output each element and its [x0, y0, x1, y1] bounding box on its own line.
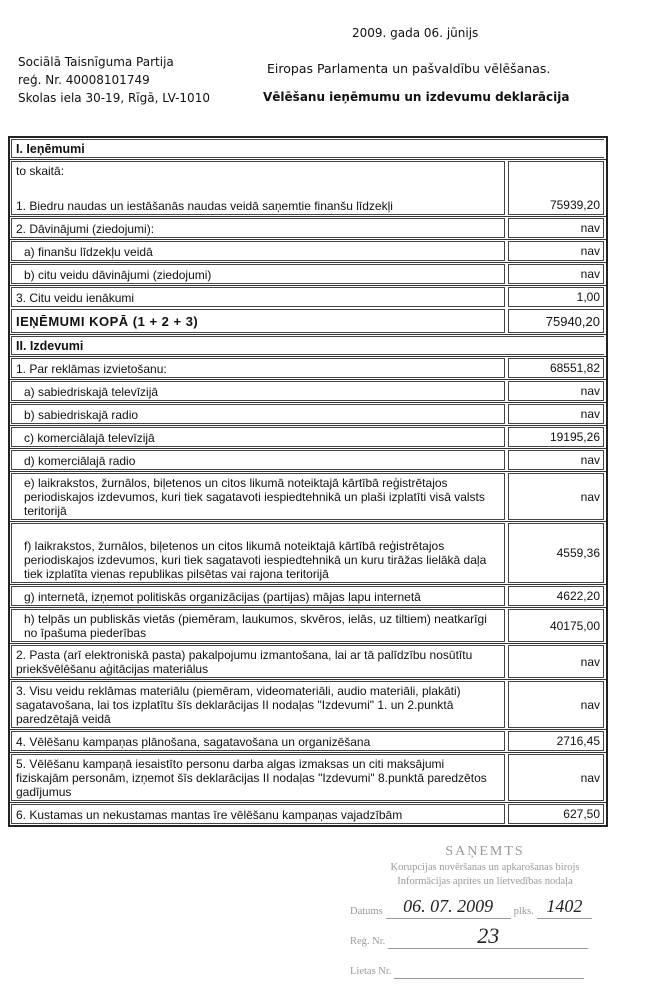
- row-value: 75940,20: [508, 309, 604, 333]
- stamp-case-label: Lietas Nr.: [350, 966, 392, 977]
- row-value: 19195,26: [508, 427, 604, 447]
- table-row: [10, 522, 606, 585]
- row-label-text: a) sabiedriskajā televīzijā: [24, 385, 159, 399]
- row-value: nav: [508, 264, 604, 284]
- org-name: Sociālā Taisnīguma Partija: [18, 55, 174, 69]
- row-value: nav: [508, 473, 604, 520]
- income-total-row: [10, 308, 606, 335]
- section-title: II. Izdevumi: [11, 336, 604, 355]
- table-row: [10, 753, 606, 803]
- handwritten-time: 1402: [546, 896, 583, 916]
- row-label-text: 4. Vēlēšanu kampaņas plānošana, sagatavošana un organizēšana: [16, 735, 371, 749]
- row-label-text: 3. Visu veidu reklāmas materiālu (piemēram, videomateriāli, audio materiāli, plakāti) sagatavošana, lai tos izplatītu šīs deklarācijas II nodaļas "Izdevumi" 1. un 2.punktā paredzētajā veidā: [16, 684, 461, 726]
- row-label: [11, 358, 505, 378]
- row-label: [11, 381, 505, 401]
- table-row: [10, 803, 606, 825]
- row-label: [11, 731, 505, 751]
- row-value: nav: [508, 681, 604, 728]
- organization-block: [18, 53, 210, 107]
- row-value: nav: [508, 754, 604, 801]
- row-label-text: 2. Dāvinājumi (ziedojumi):: [16, 222, 155, 236]
- section-expenses: [10, 335, 606, 357]
- row-label-text: 1. Par reklāmas izvietošanu:: [16, 362, 167, 376]
- document-title: Vēlēšanu ieņēmumu un izdevumu deklarācija: [263, 90, 570, 104]
- row-value: nav: [508, 404, 604, 424]
- handwritten-date: 06. 07. 2009: [403, 896, 494, 916]
- row-value: 68551,82: [508, 358, 604, 378]
- row-value: 40175,00: [508, 609, 604, 642]
- row-label-text: b) sabiedriskajā radio: [24, 408, 139, 422]
- row-label: [11, 473, 505, 520]
- section-income: [10, 138, 606, 160]
- row-label: [11, 218, 505, 238]
- row-label: [11, 804, 505, 824]
- row-value: nav: [508, 218, 604, 238]
- table-row: [10, 449, 606, 472]
- table-row: [10, 240, 606, 263]
- row-label: [11, 427, 505, 447]
- row-label-text: e) laikrakstos, žurnālos, biļetenos un citos likumā noteiktajā kārtībā reģistrētajos periodiskajos izdevumos, kuri tiek sagatavoti iespiedtehnikā un plaši izplatīti visā valsts teritorijā: [24, 476, 485, 518]
- declaration-table: [8, 136, 608, 827]
- row-label: [11, 161, 505, 215]
- row-value: nav: [508, 381, 604, 401]
- stamp-line1: Korupcijas novēršanas un apkarošanas birojs: [390, 862, 580, 873]
- table-row: [10, 286, 606, 308]
- document-date: 2009. gada 06. jūnijs: [352, 26, 479, 40]
- row-value: 4622,20: [508, 586, 604, 606]
- row-label: [11, 241, 505, 261]
- table-row: [10, 217, 606, 240]
- row-value: 627,50: [508, 804, 604, 824]
- row-label-text: d) komerciālajā radio: [24, 454, 136, 468]
- row-label-text: h) telpās un publiskās vietās (piemēram, laukumos, skvēros, ielās, uz tiltiem) neatkarīgi no īpašuma piederības: [24, 612, 487, 640]
- received-stamp: [350, 843, 620, 979]
- table-row: [10, 403, 606, 426]
- stamp-reg-line: [350, 921, 620, 949]
- table-row: [10, 730, 606, 753]
- table-row: [10, 680, 606, 730]
- row-label-text: c) komerciālajā televīzijā: [24, 431, 155, 445]
- stamp-line2: Informācijas aprites un lietvedības nodaļa: [397, 876, 573, 887]
- row-value: nav: [508, 645, 604, 678]
- row-label-text: 3. Citu veidu ienākumi: [16, 291, 135, 305]
- stamp-reg-label: Reģ. Nr.: [350, 936, 386, 947]
- table-row: [10, 585, 606, 608]
- org-reg-number: reģ. Nr. 40008101749: [18, 73, 150, 87]
- row-label-text: 1. Biedru naudas un iestāšanās naudas veidā saņemtie finanšu līdzekļi: [16, 199, 393, 213]
- table-row: [10, 644, 606, 680]
- row-label-text: g) internetā, izņemot politiskās organizācijas (partijas) mājas lapu internetā: [24, 590, 421, 604]
- row-label: [11, 264, 505, 284]
- row-label: [11, 523, 505, 583]
- row-value: 75939,20: [508, 161, 604, 215]
- table-row: [10, 380, 606, 403]
- row-label: IEŅĒMUMI KOPĀ (1 + 2 + 3): [11, 309, 505, 333]
- row-label-text: to skaitā:: [16, 164, 65, 178]
- row-label: [11, 645, 505, 678]
- row-value: nav: [508, 241, 604, 261]
- election-name: Eiropas Parlamenta un pašvaldību vēlēšanas.: [267, 61, 551, 76]
- table-row: [10, 472, 606, 522]
- table-row: [10, 608, 606, 644]
- row-label-text: f) laikrakstos, žurnālos, biļetenos un citos likumā noteiktajā kārtībā reģistrētajos periodiskajos izdevumos, kuri tiek sagatavoti iespiedtehnikā un kuru tirāžas lielākā daļa tiek izplatīta vienas republikas pilsētas vai rajona teritorijā: [24, 539, 487, 581]
- section-title: I. Ieņēmumi: [11, 139, 604, 158]
- table-row: [10, 357, 606, 380]
- stamp-title: SAŅEMTS: [445, 844, 525, 859]
- row-label: [11, 287, 505, 307]
- row-label: [11, 404, 505, 424]
- row-label: [11, 450, 505, 470]
- row-label: [11, 586, 505, 606]
- row-label-text: a) finanšu līdzekļu veidā: [24, 245, 153, 259]
- table-row: [10, 426, 606, 449]
- row-label-text: 5. Vēlēšanu kampaņā iesaistīto personu darba algas izmaksas un citi maksājumi fiziskajām personām, izņemot šīs deklarācijas II nodaļas "Izdevumi" 8.punktā paredzētos gadījumus: [16, 757, 487, 799]
- stamp-case-line: [350, 951, 620, 979]
- row-label-text: 6. Kustamas un nekustamas mantas īre vēlēšanu kampaņas vajadzībām: [16, 808, 403, 822]
- table-row: [10, 160, 606, 217]
- stamp-date-label: Datums: [350, 906, 383, 917]
- row-label: [11, 609, 505, 642]
- row-label-text: 2. Pasta (arī elektroniskā pasta) pakalpojumu izmantošana, lai ar tā palīdzību nosūtītu priekšvēlēšanu aģitācijas materiālus: [16, 648, 473, 676]
- row-value: 2716,45: [508, 731, 604, 751]
- org-address: Skolas iela 30-19, Rīgā, LV-1010: [18, 91, 210, 105]
- table-row: [10, 263, 606, 286]
- row-value: 1,00: [508, 287, 604, 307]
- row-label: [11, 754, 505, 801]
- row-value: nav: [508, 450, 604, 470]
- row-label-text: b) citu veidu dāvinājumi (ziedojumi): [24, 268, 212, 282]
- stamp-date-line: [350, 891, 620, 919]
- handwritten-reg-number: 23: [477, 923, 500, 948]
- row-label: [11, 681, 505, 728]
- row-value: 4559,36: [508, 523, 604, 583]
- stamp-pages-label: plks.: [513, 906, 534, 917]
